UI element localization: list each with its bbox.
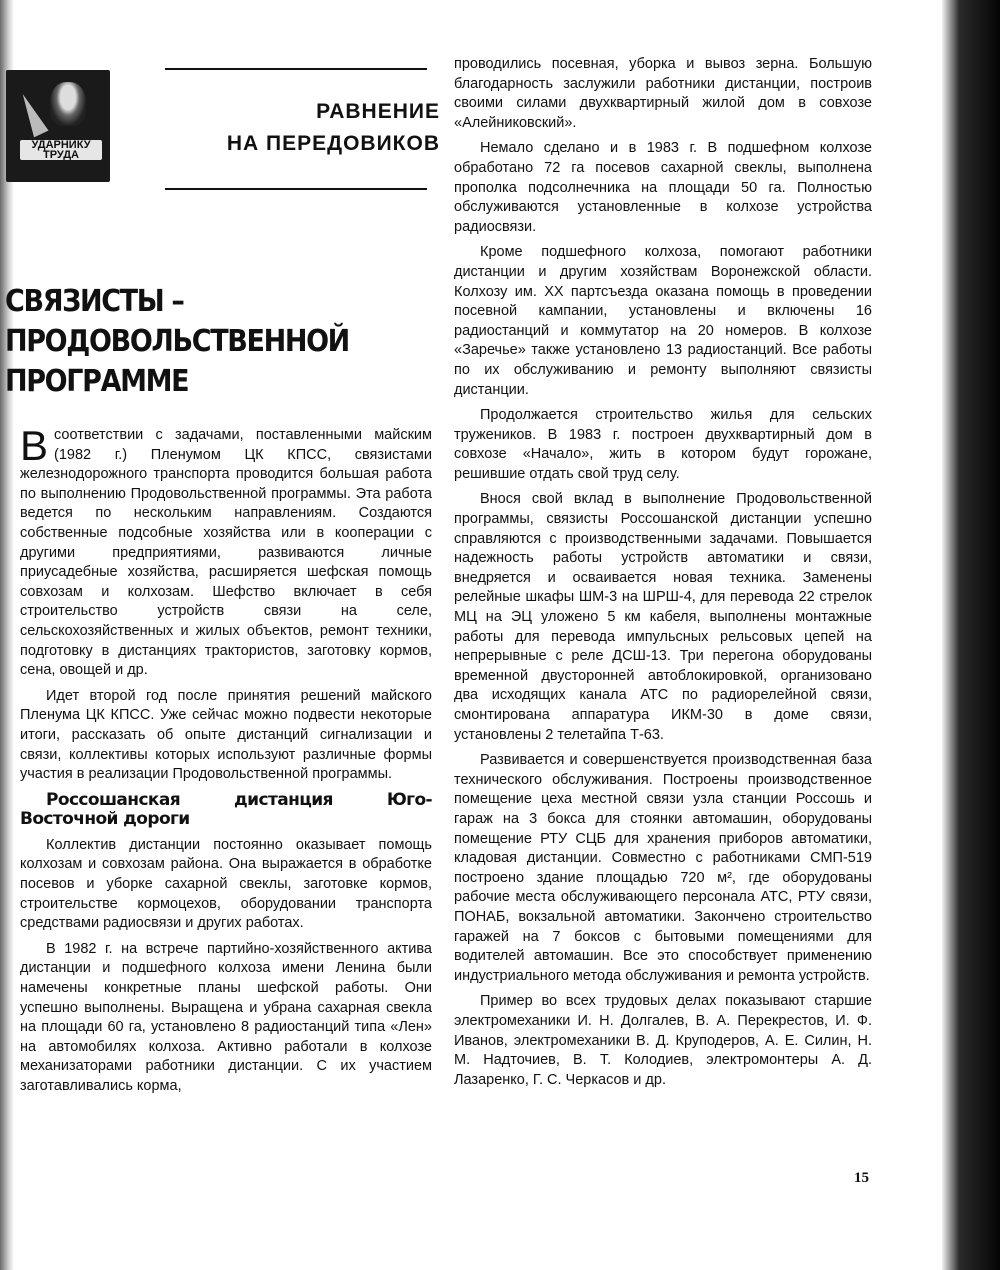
headline-line1: СВЯЗИСТЫ – ПРОДОВОЛЬСТВЕННОЙ xyxy=(5,284,349,359)
rubric-line2: НА ПЕРЕДОВИКОВ xyxy=(226,132,440,155)
article-headline xyxy=(5,282,392,402)
right-paragraph-7: Пример во всех трудовых делах показывают старшие электромеханики И. Н. Долгалев, В. А. Перекрестов, И. Ф. Иванов, электромеханики В. Д. Круподеров, А. Е. Силин, Н. М. Надточиев, В. Т. Колодиев, электромонтеры А. Д. Лазаренко, Г. С. Черкасов и др. xyxy=(454,993,872,1088)
drop-cap: В xyxy=(20,422,49,469)
right-paragraph-6: Развивается и совершенствуется производственная база технического обслуживания. Построены производственное помещение цеха местной связи узла станции Россошь и гараж на 3 бокса для стоянки автомашин, оборудованы помещение РТУ СЦБ для хранения приборов автоматики, кладовая дистанции. Совместно с работниками СМП-519 построено здание площадью 720 м², где оборудованы рабочие места обслуживающего персонала АТС, РТУ связи, ПОНАБ, вокзальной автоматики. Закончено строительство гаражей на 7 боксов с бытовыми помещениями для водителей автомашин. Все это способствует применению индустриального метода обслуживания и ремонта устройств. xyxy=(454,752,872,984)
flag-shape xyxy=(15,91,48,138)
right-column xyxy=(454,55,872,1096)
paragraph-4: В 1982 г. на встрече партийно-хозяйственного актива дистанции и подшефного колхоза имени Ленина были намечены конкретные планы шефской работы. Они успешно выполнены. Выращена и убрана сахарная свекла на площади 60 га, установлено 8 радиостанций типа «Лен» на автомобилях колхоза. Активно работали в колхозе механизаторами работники дистанции. С их участием заготавливались корма, xyxy=(20,940,432,1094)
emblem-text-line2: ТРУДА xyxy=(43,149,79,161)
portrait-shape xyxy=(50,82,86,126)
paragraph-3: Коллектив дистанции постоянно оказывает помощь колхозам и совхозам района. Она выражается в обработке посевов и уборке сахарной свеклы, заготовке кормов, строительстве кормоцехов, оборудовании транспорта средствами радиосвязи и других работах. xyxy=(20,836,432,932)
right-paragraph-5: Внося свой вклад в выполнение Продовольственной программы, связисты Россошанской дистанции успешно справляются с производственными задачами. Повышается надежность работы устройств автоматики и связи, внедряется и осваивается новая техника. Заменены релейные шкафы ШМ-3 на ШРШ-4, для перевода 22 стрелок МЦ на ЭЦ уложено 5 км кабеля, выполнены монтажные работы для перевода импульсных рельсовых цепей на непрерывные с реле ДСШ-13. Три перегона оборудованы временной двусторонней автоблокировкой, организовано два исходящих канала АТС по радиорелейной связи, смонтирована аппаратура ИКМ-30 в доме связи, установлены 2 телетайпа Т-63. xyxy=(454,491,872,743)
rubric-bottom-rule xyxy=(165,188,427,190)
rubric-line1: РАВНЕНИЕ xyxy=(316,100,440,123)
emblem-banner xyxy=(20,140,102,160)
headline-line2: ПРОГРАММЕ xyxy=(5,364,189,399)
right-paragraph-2: Немало сделано и в 1983 г. В подшефном колхозе обработано 72 га посевов сахарной свеклы, выполнена прополка подсолнечника на площади 50 га. Полностью обслуживаются установленные в колхозе устройства радиосвязи. xyxy=(454,140,872,235)
rubric-top-rule xyxy=(165,68,427,70)
emblem-text-line1: УДАРНИКУ xyxy=(31,139,91,151)
emblem-image xyxy=(6,70,110,182)
right-paragraph-4: Продолжается строительство жилья для сельских тружеников. В 1983 г. построен двухквартирный дом в совхозе «Начало», жить в котором будут горожане, решившие отдать свой труд селу. xyxy=(454,407,872,482)
right-paragraph-3: Кроме подшефного колхоза, помогают работники дистанции и другим хозяйствам Воронежской области. Колхозу им. XX партсъезда оказана помощь в проведении посевной кампании, установлены и включены 16 радиостанций и коммутатор на 20 номеров. В колхозе «Заречье» также установлено 13 радиостанций. Все работы по их обслуживанию и ремонту выполняют связисты дистанции. xyxy=(454,244,872,398)
section-subheading: Россошанская дистанция Юго-Восточной дороги xyxy=(20,789,432,830)
lead-paragraph xyxy=(20,422,432,681)
right-paragraph-1: проводились посевная, уборка и вывоз зерна. Большую благодарность заслужили работники дистанции, построив своими силами двухквартирный жилой дом в совхозе «Алейниковский». xyxy=(454,56,872,131)
page-left-edge-shadow xyxy=(0,0,14,1270)
lead-text: соответствии с задачами, поставленными майским (1982 г.) Пленумом ЦК КПСС, связистами железнодорожного транспорта проводится большая работа по выполнению Продовольственной программы. Эта работа ведется по нескольким направлениям. Создаются собственные подсобные хозяйства или в кооперации с другими предприятиями, развиваются личные приусадебные хозяйства, расширяется шефская помощь совхозам и колхозам. Шефство включает в себя строительство устройств связи на селе, сельскохозяйственных и жилых объектов, ремонт техники, подготовку в дистанциях трактористов, заготовку кормов, сена, овощей и др. xyxy=(20,427,432,679)
paragraph-2: Идет второй год после принятия решений майского Пленума ЦК КПСС. Уже сейчас можно подвести некоторые итоги, рассказать об опыте дистанций сигнализации и связи, коллективы которых используют различные формы участия в реализации Продовольственной программы. xyxy=(20,687,432,783)
left-column xyxy=(20,422,432,1103)
page-right-edge-shadow xyxy=(942,0,1000,1270)
page-number: 15 xyxy=(854,1170,869,1186)
